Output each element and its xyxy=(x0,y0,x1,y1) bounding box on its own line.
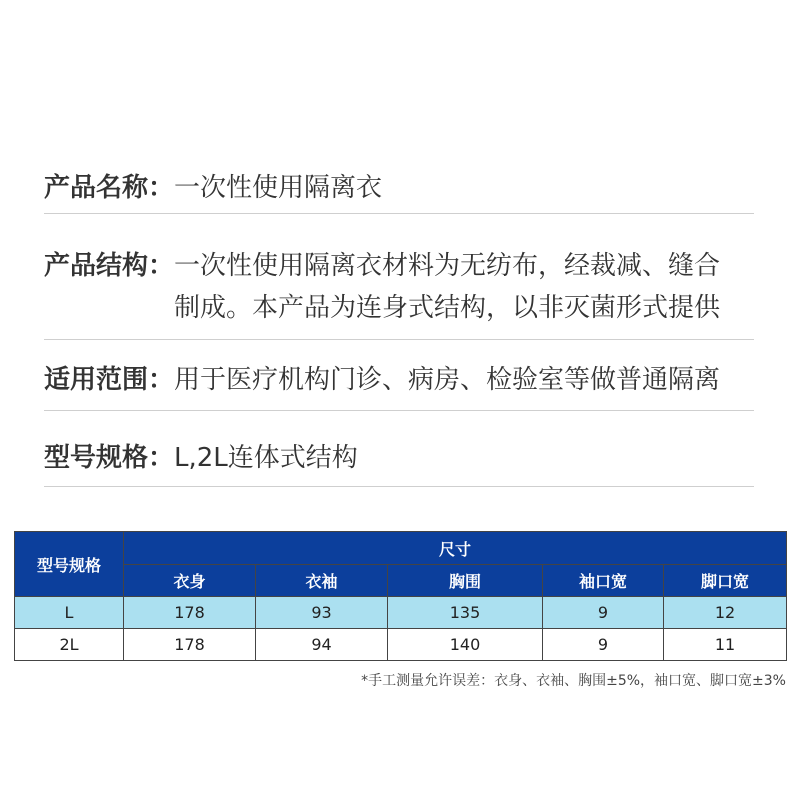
group-header: 尺寸 xyxy=(124,532,787,565)
divider xyxy=(44,213,754,214)
column-header: 衣身 xyxy=(124,565,256,597)
divider xyxy=(44,339,754,340)
size-table xyxy=(14,531,787,661)
table-cell: 9 xyxy=(543,597,664,629)
divider xyxy=(44,486,754,487)
scope-value: 用于医疗机构门诊、病房、检验室等做普通隔离 xyxy=(174,365,721,395)
table-row xyxy=(15,629,787,661)
column-header: 胸围 xyxy=(388,565,543,597)
table-cell: 12 xyxy=(664,597,787,629)
divider xyxy=(44,410,754,411)
table-cell: 11 xyxy=(664,629,787,661)
table-cell: 178 xyxy=(124,597,256,629)
product-structure-row xyxy=(44,245,764,329)
product-name-label: 产品名称： xyxy=(44,173,175,203)
size-cell: 2L xyxy=(15,629,124,661)
row-header: 型号规格 xyxy=(15,532,124,597)
column-header: 衣袖 xyxy=(256,565,388,597)
scope-row xyxy=(44,359,764,401)
column-header: 脚口宽 xyxy=(664,565,787,597)
measurement-note: *手工测量允许误差：衣身、衣袖、胸围±5%，袖口宽、脚口宽±3% xyxy=(361,673,786,689)
product-structure-value xyxy=(174,245,720,329)
model-value: L,2L连体式结构 xyxy=(174,443,358,473)
product-structure-label: 产品结构： xyxy=(44,251,175,281)
table-cell: 93 xyxy=(256,597,388,629)
product-name-row xyxy=(44,167,764,209)
column-header: 袖口宽 xyxy=(543,565,664,597)
product-structure-line-1: 一次性使用隔离衣材料为无纺布，经裁减、缝合 xyxy=(174,251,721,281)
table-cell: 94 xyxy=(256,629,388,661)
product-structure-line-2: 制成。本产品为连身式结构，以非灭菌形式提供 xyxy=(174,293,721,323)
table-cell: 9 xyxy=(543,629,664,661)
table-cell: 178 xyxy=(124,629,256,661)
model-label: 型号规格： xyxy=(44,443,175,473)
table-row xyxy=(15,597,787,629)
table-cell: 140 xyxy=(388,629,543,661)
size-cell: L xyxy=(15,597,124,629)
scope-label: 适用范围： xyxy=(44,365,175,395)
table-cell: 135 xyxy=(388,597,543,629)
model-row xyxy=(44,437,764,479)
product-name-value: 一次性使用隔离衣 xyxy=(174,173,383,203)
